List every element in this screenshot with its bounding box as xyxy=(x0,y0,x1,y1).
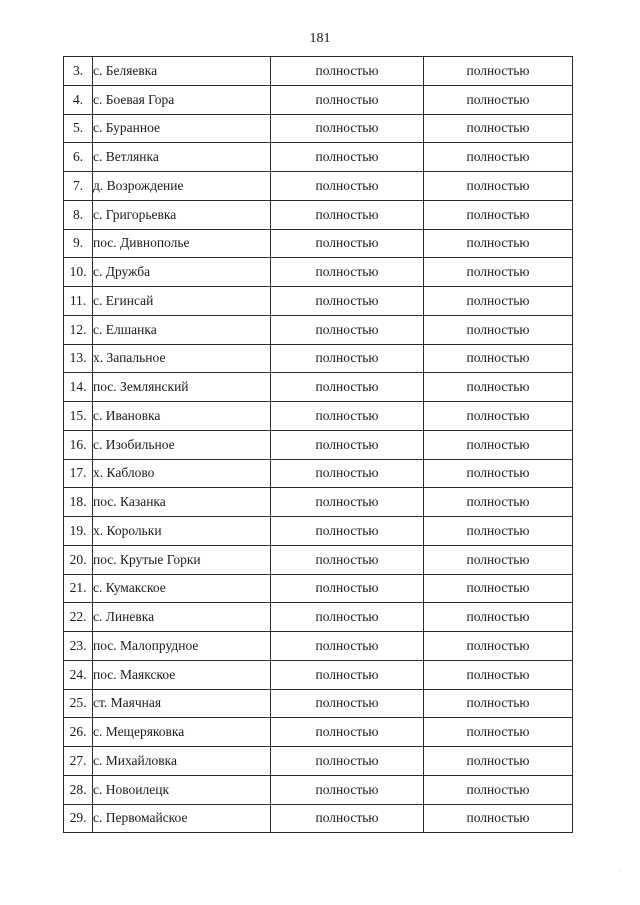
row-number-cell: 10. xyxy=(64,258,93,287)
table-row xyxy=(64,57,573,86)
table-row xyxy=(64,258,573,287)
row-number-cell: 12. xyxy=(64,315,93,344)
settlements-table xyxy=(63,56,573,833)
coverage-status-cell-2: полностью xyxy=(424,85,573,114)
table-row xyxy=(64,315,573,344)
settlement-name-cell: х. Запальное xyxy=(93,344,271,373)
coverage-status-cell: полностью xyxy=(271,373,424,402)
coverage-status-cell-2: полностью xyxy=(424,287,573,316)
table-row xyxy=(64,517,573,546)
row-number-cell: 24. xyxy=(64,660,93,689)
row-number-cell: 4. xyxy=(64,85,93,114)
coverage-status-cell-2: полностью xyxy=(424,747,573,776)
row-number-cell: 6. xyxy=(64,143,93,172)
table-row xyxy=(64,775,573,804)
coverage-status-cell: полностью xyxy=(271,603,424,632)
coverage-status-cell-2: полностью xyxy=(424,574,573,603)
settlement-name-cell: пос. Землянский xyxy=(93,373,271,402)
row-number-cell: 9. xyxy=(64,229,93,258)
coverage-status-cell: полностью xyxy=(271,574,424,603)
coverage-status-cell: полностью xyxy=(271,143,424,172)
coverage-status-cell-2: полностью xyxy=(424,488,573,517)
row-number-cell: 16. xyxy=(64,430,93,459)
table-row xyxy=(64,747,573,776)
coverage-status-cell: полностью xyxy=(271,287,424,316)
coverage-status-cell: полностью xyxy=(271,545,424,574)
coverage-status-cell: полностью xyxy=(271,402,424,431)
row-number-cell: 28. xyxy=(64,775,93,804)
table-row xyxy=(64,287,573,316)
coverage-status-cell-2: полностью xyxy=(424,344,573,373)
coverage-status-cell: полностью xyxy=(271,689,424,718)
row-number-cell: 11. xyxy=(64,287,93,316)
coverage-status-cell: полностью xyxy=(271,57,424,86)
table-row xyxy=(64,488,573,517)
coverage-status-cell-2: полностью xyxy=(424,545,573,574)
table-row xyxy=(64,373,573,402)
table-row xyxy=(64,574,573,603)
table-row xyxy=(64,200,573,229)
row-number-cell: 29. xyxy=(64,804,93,833)
coverage-status-cell: полностью xyxy=(271,114,424,143)
settlement-name-cell: пос. Малопрудное xyxy=(93,632,271,661)
coverage-status-cell-2: полностью xyxy=(424,200,573,229)
settlement-name-cell: пос. Маякское xyxy=(93,660,271,689)
coverage-status-cell-2: полностью xyxy=(424,660,573,689)
page-number: 181 xyxy=(309,31,331,46)
coverage-status-cell-2: полностью xyxy=(424,143,573,172)
row-number-cell: 23. xyxy=(64,632,93,661)
settlement-name-cell: с. Изобильное xyxy=(93,430,271,459)
settlement-name-cell: с. Ветлянка xyxy=(93,143,271,172)
settlement-name-cell: с. Первомайское xyxy=(93,804,271,833)
coverage-status-cell-2: полностью xyxy=(424,517,573,546)
row-number-cell: 14. xyxy=(64,373,93,402)
settlement-name-cell: с. Ивановка xyxy=(93,402,271,431)
table-row xyxy=(64,143,573,172)
settlement-name-cell: пос. Казанка xyxy=(93,488,271,517)
table-row xyxy=(64,344,573,373)
coverage-status-cell: полностью xyxy=(271,344,424,373)
settlement-name-cell: с. Егинсай xyxy=(93,287,271,316)
table-row xyxy=(64,172,573,201)
table-row xyxy=(64,229,573,258)
coverage-status-cell-2: полностью xyxy=(424,632,573,661)
row-number-cell: 22. xyxy=(64,603,93,632)
settlement-name-cell: пос. Крутые Горки xyxy=(93,545,271,574)
coverage-status-cell: полностью xyxy=(271,660,424,689)
coverage-status-cell-2: полностью xyxy=(424,459,573,488)
row-number-cell: 18. xyxy=(64,488,93,517)
coverage-status-cell-2: полностью xyxy=(424,114,573,143)
coverage-status-cell-2: полностью xyxy=(424,775,573,804)
settlement-name-cell: с. Линевка xyxy=(93,603,271,632)
coverage-status-cell-2: полностью xyxy=(424,172,573,201)
coverage-status-cell: полностью xyxy=(271,747,424,776)
coverage-status-cell-2: полностью xyxy=(424,315,573,344)
table-body xyxy=(64,57,573,833)
coverage-status-cell: полностью xyxy=(271,488,424,517)
coverage-status-cell: полностью xyxy=(271,775,424,804)
table-row xyxy=(64,718,573,747)
coverage-status-cell: полностью xyxy=(271,85,424,114)
row-number-cell: 25. xyxy=(64,689,93,718)
coverage-status-cell: полностью xyxy=(271,258,424,287)
table-row xyxy=(64,114,573,143)
row-number-cell: 21. xyxy=(64,574,93,603)
coverage-status-cell: полностью xyxy=(271,517,424,546)
table-row xyxy=(64,85,573,114)
coverage-status-cell-2: полностью xyxy=(424,603,573,632)
settlement-name-cell: с. Григорьевка xyxy=(93,200,271,229)
settlement-name-cell: д. Возрождение xyxy=(93,172,271,201)
table-row xyxy=(64,459,573,488)
scan-artifact-mark: · xyxy=(618,866,621,875)
coverage-status-cell-2: полностью xyxy=(424,229,573,258)
settlement-name-cell: с. Дружба xyxy=(93,258,271,287)
coverage-status-cell-2: полностью xyxy=(424,430,573,459)
settlement-name-cell: пос. Дивнополье xyxy=(93,229,271,258)
coverage-status-cell-2: полностью xyxy=(424,57,573,86)
coverage-status-cell: полностью xyxy=(271,459,424,488)
row-number-cell: 5. xyxy=(64,114,93,143)
settlement-name-cell: х. Каблово xyxy=(93,459,271,488)
settlement-name-cell: с. Мещеряковка xyxy=(93,718,271,747)
settlement-name-cell: с. Боевая Гора xyxy=(93,85,271,114)
coverage-status-cell-2: полностью xyxy=(424,718,573,747)
row-number-cell: 7. xyxy=(64,172,93,201)
settlement-name-cell: с. Беляевка xyxy=(93,57,271,86)
settlement-name-cell: с. Кумакское xyxy=(93,574,271,603)
coverage-status-cell: полностью xyxy=(271,804,424,833)
table-row xyxy=(64,632,573,661)
coverage-status-cell-2: полностью xyxy=(424,689,573,718)
row-number-cell: 19. xyxy=(64,517,93,546)
table-row xyxy=(64,402,573,431)
row-number-cell: 27. xyxy=(64,747,93,776)
row-number-cell: 3. xyxy=(64,57,93,86)
table-row xyxy=(64,430,573,459)
settlement-name-cell: ст. Маячная xyxy=(93,689,271,718)
settlement-name-cell: с. Елшанка xyxy=(93,315,271,344)
coverage-status-cell-2: полностью xyxy=(424,258,573,287)
coverage-status-cell: полностью xyxy=(271,229,424,258)
settlement-name-cell: с. Новоилецк xyxy=(93,775,271,804)
row-number-cell: 20. xyxy=(64,545,93,574)
table-row xyxy=(64,603,573,632)
row-number-cell: 8. xyxy=(64,200,93,229)
settlement-name-cell: с. Михайловка xyxy=(93,747,271,776)
row-number-cell: 17. xyxy=(64,459,93,488)
row-number-cell: 26. xyxy=(64,718,93,747)
table-row xyxy=(64,689,573,718)
coverage-status-cell-2: полностью xyxy=(424,804,573,833)
coverage-status-cell-2: полностью xyxy=(424,373,573,402)
coverage-status-cell: полностью xyxy=(271,430,424,459)
coverage-status-cell: полностью xyxy=(271,200,424,229)
row-number-cell: 13. xyxy=(64,344,93,373)
table-row xyxy=(64,804,573,833)
coverage-status-cell: полностью xyxy=(271,718,424,747)
coverage-status-cell: полностью xyxy=(271,632,424,661)
table-row xyxy=(64,545,573,574)
coverage-status-cell: полностью xyxy=(271,315,424,344)
row-number-cell: 15. xyxy=(64,402,93,431)
coverage-status-cell: полностью xyxy=(271,172,424,201)
settlement-name-cell: х. Корольки xyxy=(93,517,271,546)
settlement-name-cell: с. Буранное xyxy=(93,114,271,143)
coverage-status-cell-2: полностью xyxy=(424,402,573,431)
table-row xyxy=(64,660,573,689)
